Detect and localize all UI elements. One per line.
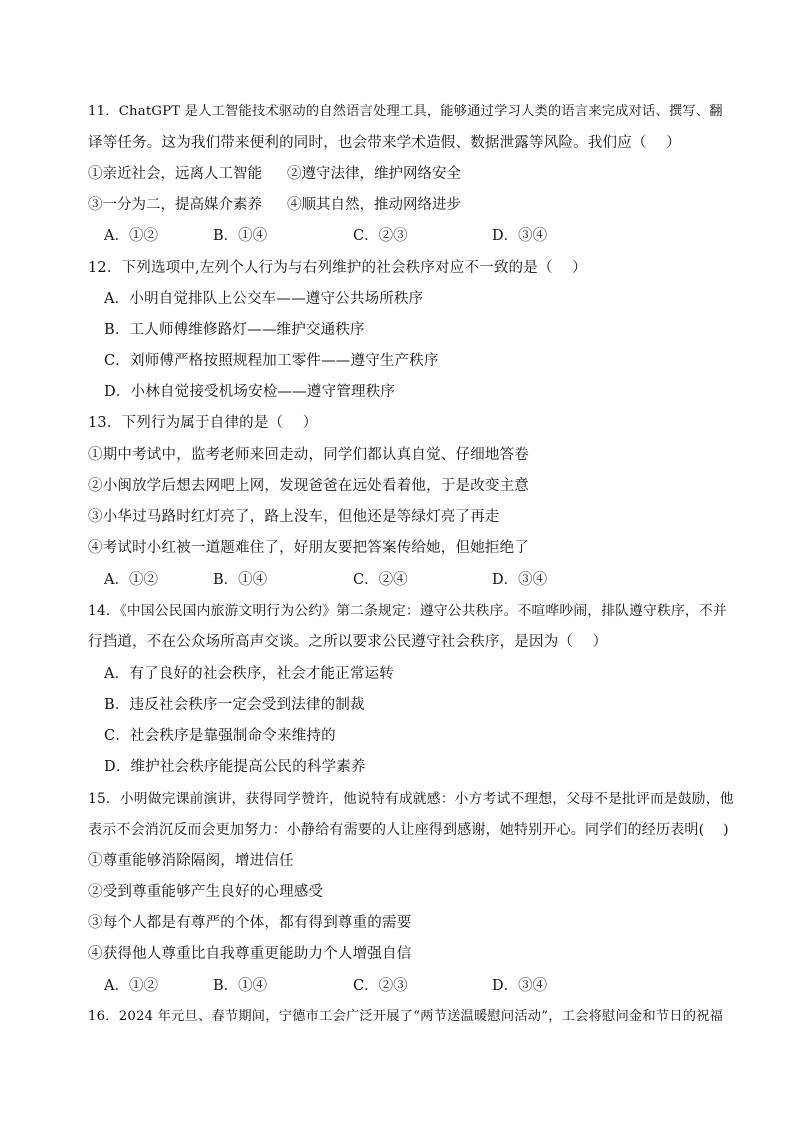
q14-option-c[interactable]: C．社会秩序是靠强制命令来维持的 <box>104 728 336 744</box>
q13-statement-3: ③小华过马路时红灯亮了，路上没车，但他还是等绿灯亮了再走 <box>88 509 500 525</box>
q16-stem-line1: 16．2024 年元旦、春节期间，宁德市工会广泛开展了“两节送温暖慰问活动”，工会将慰问金和节日的祝福 <box>88 1009 724 1024</box>
q15-stem-line2: 表示不会消沉反而会更加努力：小静给有需要的人让座得到感谢，她特别开心。同学们的经历表明( ) <box>88 822 729 838</box>
q13-choice-b[interactable]: B．①④ <box>213 572 268 588</box>
q15-choice-a[interactable]: A．①② <box>104 978 158 994</box>
q13-choice-a[interactable]: A．①② <box>104 572 158 588</box>
q15-statement-1: ①尊重能够消除隔阂，增进信任 <box>88 853 294 869</box>
q11-choice-c[interactable]: C．②③ <box>353 228 408 244</box>
q11-choices <box>104 226 664 246</box>
q13-stem: 13．下列行为属于自律的是（ ） <box>88 415 318 431</box>
q14-option-a[interactable]: A．有了良好的社会秩序，社会才能正常运转 <box>104 666 394 682</box>
q11-statement-1: ①亲近社会，远离人工智能 <box>88 166 262 182</box>
q12-option-d[interactable]: D．小林自觉接受机场安检——遵守管理秩序 <box>104 384 396 400</box>
q15-statement-4: ④获得他人尊重比自我尊重更能助力个人增强自信 <box>88 946 412 962</box>
q13-statement-2: ②小闽放学后想去网吧上网，发现爸爸在远处看着他，于是改变主意 <box>88 478 529 494</box>
q15-statement-2: ②受到尊重能够产生良好的心理感受 <box>88 884 324 900</box>
q12-option-c[interactable]: C．刘师傅严格按照规程加工零件——遵守生产秩序 <box>104 353 439 369</box>
q15-choices <box>104 976 664 996</box>
q15-statement-3: ③每个人都是有尊严的个体，都有得到尊重的需要 <box>88 915 412 931</box>
q15-choice-d[interactable]: D．③④ <box>492 978 548 994</box>
q12-option-a[interactable]: A．小明自觉排队上公交车——遵守公共场所秩序 <box>104 291 424 307</box>
q11-choice-a[interactable]: A．①② <box>104 228 158 244</box>
q11-choice-b[interactable]: B．①④ <box>213 228 268 244</box>
q12-option-b[interactable]: B．工人师傅维修路灯——维护交通秩序 <box>104 322 365 338</box>
q14-option-b[interactable]: B．违反社会秩序一定会受到法律的制裁 <box>104 697 365 713</box>
q11-statement-3: ③一分为二，提高媒介素养 <box>88 197 262 213</box>
q12-stem: 12．下列选项中,左列个人行为与右列维护的社会秩序对应不一致的是（ ） <box>88 260 587 276</box>
q13-choices <box>104 570 664 590</box>
q15-choice-b[interactable]: B．①④ <box>213 978 268 994</box>
q11-choice-d[interactable]: D．③④ <box>492 228 548 244</box>
q15-stem-line1: 15．小明做完课前演讲，获得同学赞许，他说特有成就感：小方考试不理想，父母不是批评而是鼓励，他 <box>88 791 734 807</box>
q11-statement-2: ②遵守法律，维护网络安全 <box>287 166 461 182</box>
q11-stem-line1: 11．ChatGPT 是人工智能技术驱动的自然语言处理工具，能够通过学习人类的语言来完成对话、撰写、翻 <box>88 104 723 119</box>
q14-stem-line2: 行挡道，不在公众场所高声交谈。之所以要求公民遵守社会秩序，是因为（ ） <box>88 634 608 650</box>
q13-statement-1: ①期中考试中，监考老师来回走动，同学们都认真自觉、仔细地答卷 <box>88 447 529 463</box>
q13-statement-4: ④考试时小红被一道题难住了，好朋友要把答案传给她，但她拒绝了 <box>88 540 529 556</box>
q11-statement-4: ④顺其自然，推动网络进步 <box>287 197 461 213</box>
q11-stem-line2: 译等任务。这为我们带来便利的同时，也会带来学术造假、数据泄露等风险。我们应（ ） <box>88 135 681 151</box>
q15-choice-c[interactable]: C．②③ <box>353 978 408 994</box>
q14-stem-line1: 14．《中国公民国内旅游文明行为公约》第二条规定：遵守公共秩序。不喧哗吵闹，排队遵守秩序，不并 <box>88 603 727 619</box>
q13-choice-d[interactable]: D．③④ <box>492 572 548 588</box>
q13-choice-c[interactable]: C．②④ <box>353 572 408 588</box>
q14-option-d[interactable]: D．维护社会秩序能提高公民的科学素养 <box>104 759 366 775</box>
